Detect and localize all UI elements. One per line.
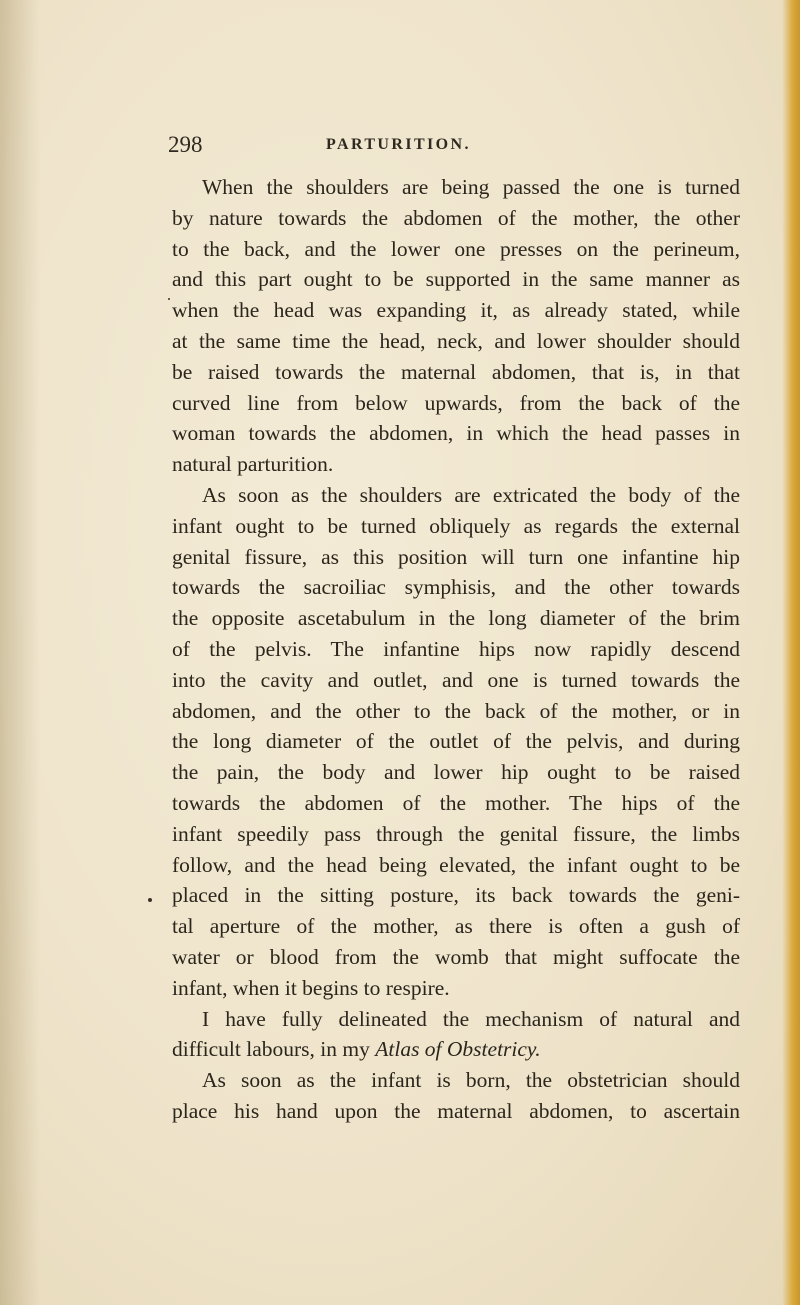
text-line: I have fully delineated the mechanism of natural and	[202, 1006, 740, 1031]
text-line: infant speedily pass through the genital fissure, the limbs	[172, 821, 740, 846]
text-line: the long diameter of the outlet of the pelvis, and during	[172, 729, 740, 754]
text-line: to the back, and the lower one presses on the perineum,	[172, 236, 740, 261]
text-line: placed in the sitting posture, its back towards the geni-	[172, 883, 740, 908]
text-line: by nature towards the abdomen of the mother, the other	[172, 205, 740, 230]
text-line	[172, 1034, 740, 1065]
text-line: place his hand upon the maternal abdomen, to ascertain	[172, 1098, 740, 1123]
text-line: natural parturition.	[172, 452, 334, 477]
text-line: towards the abdomen of the mother. The hips of the	[172, 790, 740, 815]
margin-dot	[168, 298, 170, 300]
text-line: tal aperture of the mother, as there is often a gush of	[172, 914, 740, 939]
text-line: follow, and the head being elevated, the infant ought to be	[172, 852, 740, 877]
text-line: into the cavity and outlet, and one is turned towards the	[172, 667, 740, 692]
text-line: towards the sacroiliac symphisis, and the other towards	[172, 575, 740, 600]
text-line: As soon as the infant is born, the obstetrician should	[202, 1068, 740, 1093]
text-line: water or blood from the womb that might suffocate the	[172, 944, 740, 969]
text-line: infant ought to be turned obliquely as regards the external	[172, 513, 740, 538]
text-line: of the pelvis. The infantine hips now rapidly descend	[172, 636, 740, 661]
text-line: woman towards the abdomen, in which the head passes in	[172, 421, 740, 446]
text-line: As soon as the shoulders are extricated the body of the	[202, 482, 740, 507]
running-head: PARTURITION.	[326, 136, 471, 153]
text-line: infant, when it begins to respire.	[172, 975, 450, 1000]
text-line: and this part ought to be supported in the same manner as	[172, 267, 740, 292]
text-line: abdomen, and the other to the back of the mother, or in	[172, 698, 740, 723]
text-line: When the shoulders are being passed the one is turned	[202, 175, 740, 199]
page-header	[168, 132, 728, 162]
text-line: at the same time the head, neck, and lower shoulder should	[172, 328, 740, 353]
text-line: curved line from below upwards, from the back of the	[172, 390, 740, 415]
text-line: the pain, the body and lower hip ought to be raised	[172, 760, 740, 785]
margin-dot	[148, 898, 152, 902]
page-edge	[782, 0, 800, 1305]
text-run: difficult labours, in my	[172, 1037, 376, 1062]
text-line: genital fissure, as this position will turn one infantine hip	[172, 544, 740, 569]
book-title: Atlas of Obstetricy.	[375, 1037, 541, 1062]
gutter-shadow	[0, 0, 40, 1305]
page-number: 298	[168, 132, 203, 157]
body-text	[172, 172, 740, 1127]
text-line: the opposite ascetabulum in the long diameter of the brim	[172, 606, 740, 631]
text-line: when the head was expanding it, as already stated, while	[172, 298, 740, 323]
text-line: be raised towards the maternal abdomen, that is, in that	[172, 359, 740, 384]
